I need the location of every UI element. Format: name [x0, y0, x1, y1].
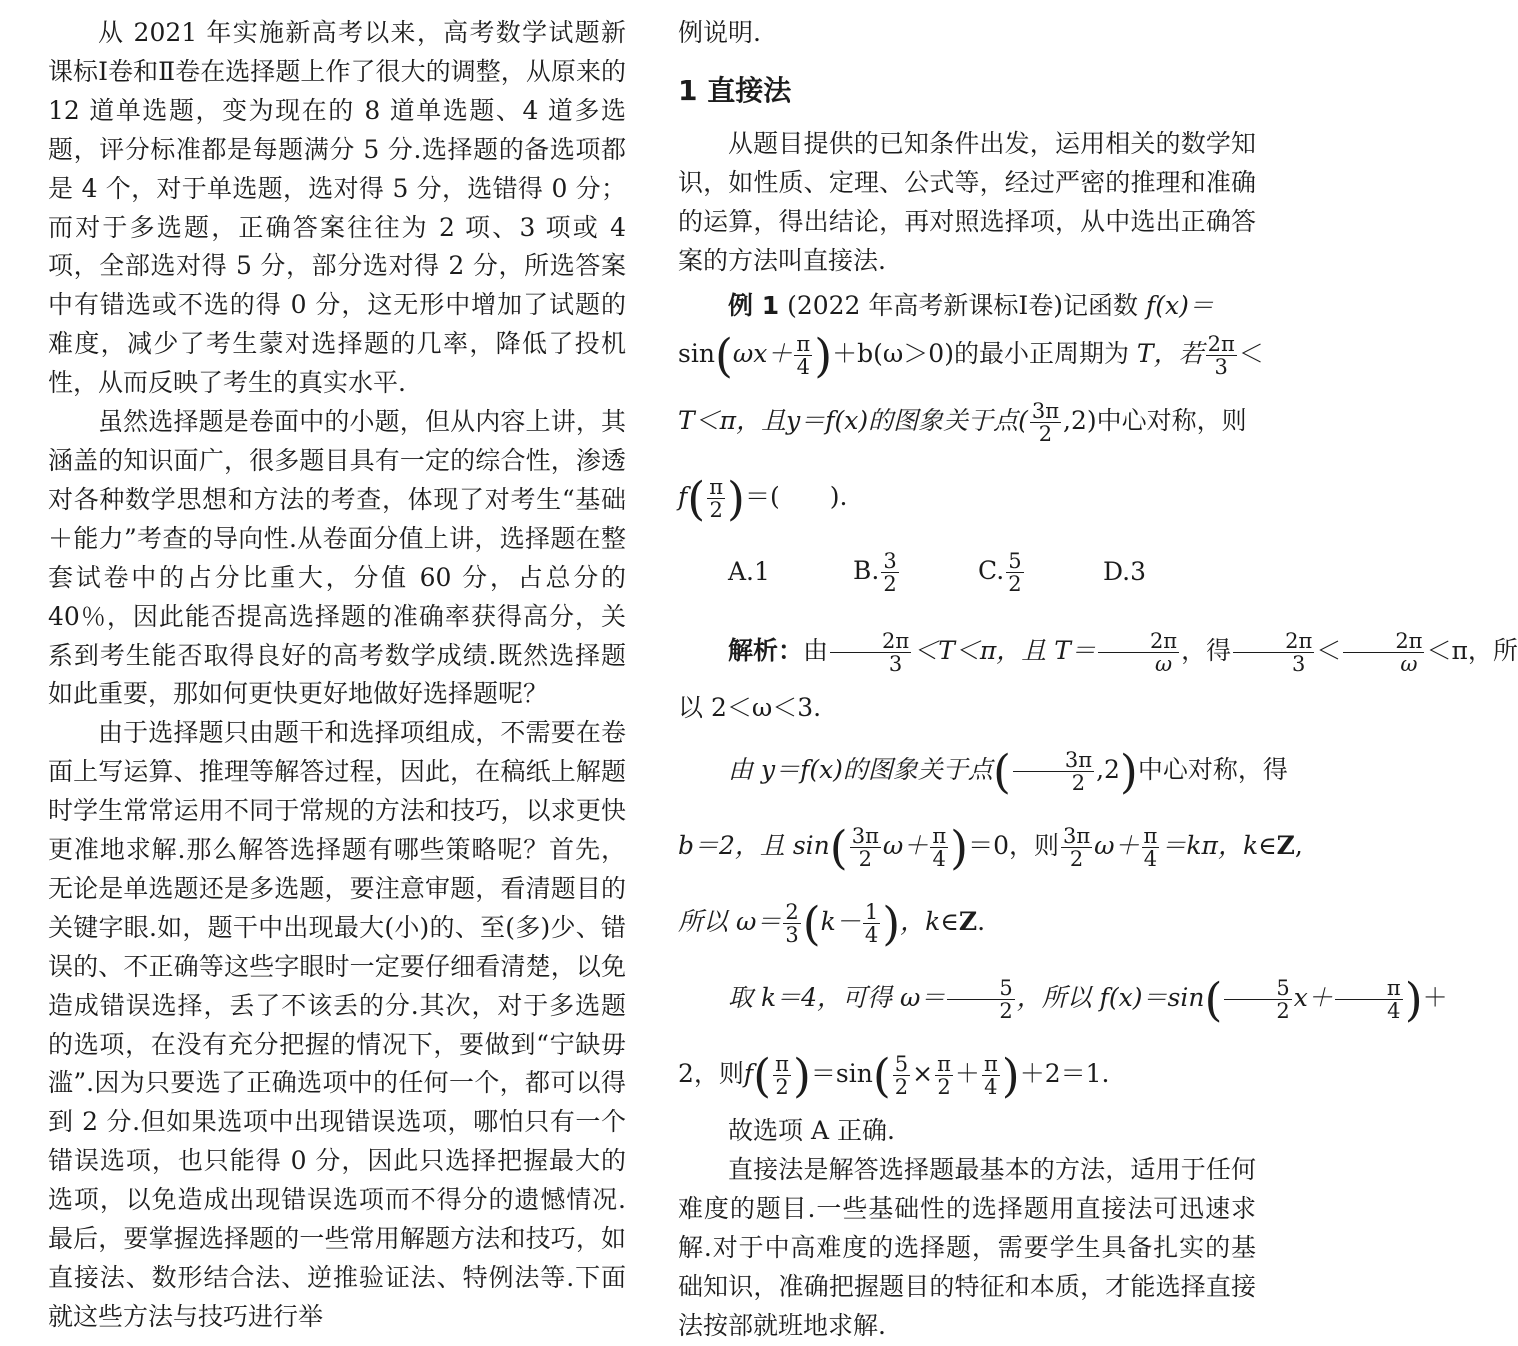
conclusion-text: 故选项 A 正确.	[728, 1116, 895, 1146]
example-line-4: f( $\frac{\pi}{2}$ )＝( ).	[678, 471, 848, 526]
option-b: B. $\frac{3}{2}$	[853, 548, 897, 596]
example-label: 例 1	[728, 290, 780, 320]
right-column	[678, 14, 1518, 1346]
importance-paragraph: 虽然选择题是卷面中的小题，但从内容上讲，其涵盖的知识面广，很多题目具有一定的综合性，渗透对各种数学思想和方法的考查，体现了对考生“基础＋能力”考查的导向性.从卷面分值上讲，选择题在整套试卷中的占分比重大，分值 60 分，占总分的 40％，因此能否提高选择题的准确率获得高分，关系到考生能否取得良好的高考数学成绩.既然选择题如此重要，那如何更快更好地做好选择题呢？	[48, 407, 626, 709]
direct-method-definition: 从题目提供的已知条件出发，运用相关的数学知识，如性质、定理、公式等，经过严密的推理和准确的运算，得出结论，再对照选择项，从中选出正确答案的方法叫直接法.	[678, 128, 1256, 275]
option-d: D.3	[1103, 556, 1147, 586]
fx-text: f(x)＝	[1145, 290, 1214, 320]
option-a: A.1	[728, 556, 770, 586]
solution-line-3: 由 y＝f(x)的图象关于点( $\frac{3\pi}{2}$ ,2)中心对称，得	[728, 744, 1288, 799]
solution-label: 解析：	[728, 636, 804, 666]
fraction: $\frac{\pi}{2}$	[709, 475, 724, 523]
example-line-3: T＜π，且y＝f(x)的图象关于点( $\frac{3\pi}{2}$ ,2)中心对称，则	[678, 399, 1247, 447]
section-heading: 1 直接法	[678, 73, 792, 107]
continuation-text: 例说明.	[678, 18, 761, 47]
option-c: C. $\frac{5}{2}$	[978, 548, 1022, 596]
left-column	[48, 14, 626, 1337]
strategy-paragraph: 由于选择题只由题干和选择项组成，不需要在卷面上写运算、推理等解答过程，因此，在稿纸上解题时学生常常运用不同于常规的方法和技巧，以求更快更准地求解.那么解答选择题有哪些策略呢？首先，无论是单选题还是多选题，要注意审题，看清题目的关键字眼.如，题干中出现最大(小)的、至(多)少、错误的、不正确等这些字眼时一定要仔细看清楚，以免造成错误选择，丢了不该丢的分.其次，对于多选题的选项，在没有充分把握的情况下，要做到“宁缺毋滥”.因为只要选了正确选项中的任何一个，都可以得到 2 分.但如果选项中出现错误选项，哪怕只有一个错误选项，也只能得 0 分，因此只选择把握最大的选项，以免造成出现错误选项而不得分的遗憾情况.最后，要掌握选择题的一些常用解题方法和技巧，如直接法、数形结合法、逆推验证法、特例法等.下面就这些方法与技巧进行举	[48, 718, 626, 1331]
fraction: $\frac{\pi}{4}$	[796, 332, 811, 380]
solution-line-2: 以 2＜ω＜3.	[678, 693, 822, 723]
solution-line-7: 2，则f( $\frac{\pi}{2}$ )＝sin( $\frac{5}{2}$ × $\frac{\pi}{2}$ ＋ $\frac{\pi}{4}$ )＋2＝1.	[678, 1048, 1110, 1103]
fraction: $\frac{3\pi}{2}$	[1031, 399, 1060, 447]
solution-line-4: b＝2，且 sin( $\frac{3\pi}{2}$ ω＋ $\frac{\pi}{4}$ )＝0，则 $\frac{3\pi}{2}$ ω＋ $\frac{\pi}{4}$ ＝kπ，k∈Z,	[678, 820, 1303, 875]
example-intro	[678, 287, 1256, 326]
solution-line-5: 所以 ω＝ $\frac{2}{3}$ (k－ $\frac{1}{4}$ )，k∈Z.	[678, 896, 986, 951]
example-source: (2022 年高考新课标Ⅰ卷)记函数	[787, 290, 1139, 320]
example-line-2: sin(ωx＋ $\frac{\pi}{4}$ )＋b(ω＞0)的最小正周期为 T，若 $\frac{2\pi}{3}$ ＜	[678, 328, 1264, 383]
solution-line-1: 解析：由 $\frac{2\pi}{3}$ ＜T＜π，且 T＝ $\frac{2\pi}{\omega}$ ，得 $\frac{2\pi}{3}$ ＜ $\frac{2\pi}{\omega}$ ＜π，所	[728, 629, 1518, 677]
direct-method-summary: 直接法是解答选择题最基本的方法，适用于任何难度的题目.一些基础性的选择题用直接法可迅速求解.对于中高难度的选择题，需要学生具备扎实的基础知识，准确把握题目的特征和本质，才能选择直接法按部就班地求解.	[678, 1155, 1256, 1340]
answer-options	[678, 541, 1256, 603]
fraction: $\frac{2\pi}{3}$	[1207, 332, 1235, 380]
solution-line-6: 取 k＝4，可得 ω＝ $\frac{5}{2}$ ，所以 f(x)＝sin( $\frac{5}{2}$ x＋ $\frac{\pi}{4}$ )＋	[728, 972, 1448, 1027]
intro-paragraph: 从 2021 年实施新高考以来，高考数学试题新课标Ⅰ卷和Ⅱ卷在选择题上作了很大的调整，从原来的 12 道单选题，变为现在的 8 道单选题、4 道多选题，评分标准都是每题满分 5 分.选择题的备选项都是 4 个，对于单选题，选对得 5 分，选错得 0 分；而对于多选题，正确答案往往为 2 项、3 项或 4 项，全部选对得 5 分，部分选对得 2 分，所选答案中有错选或不选的得 0 分，这无形中增加了试题的难度，减少了考生蒙对选择题的几率，降低了投机性，从而反映了考生的真实水平.	[48, 18, 626, 398]
